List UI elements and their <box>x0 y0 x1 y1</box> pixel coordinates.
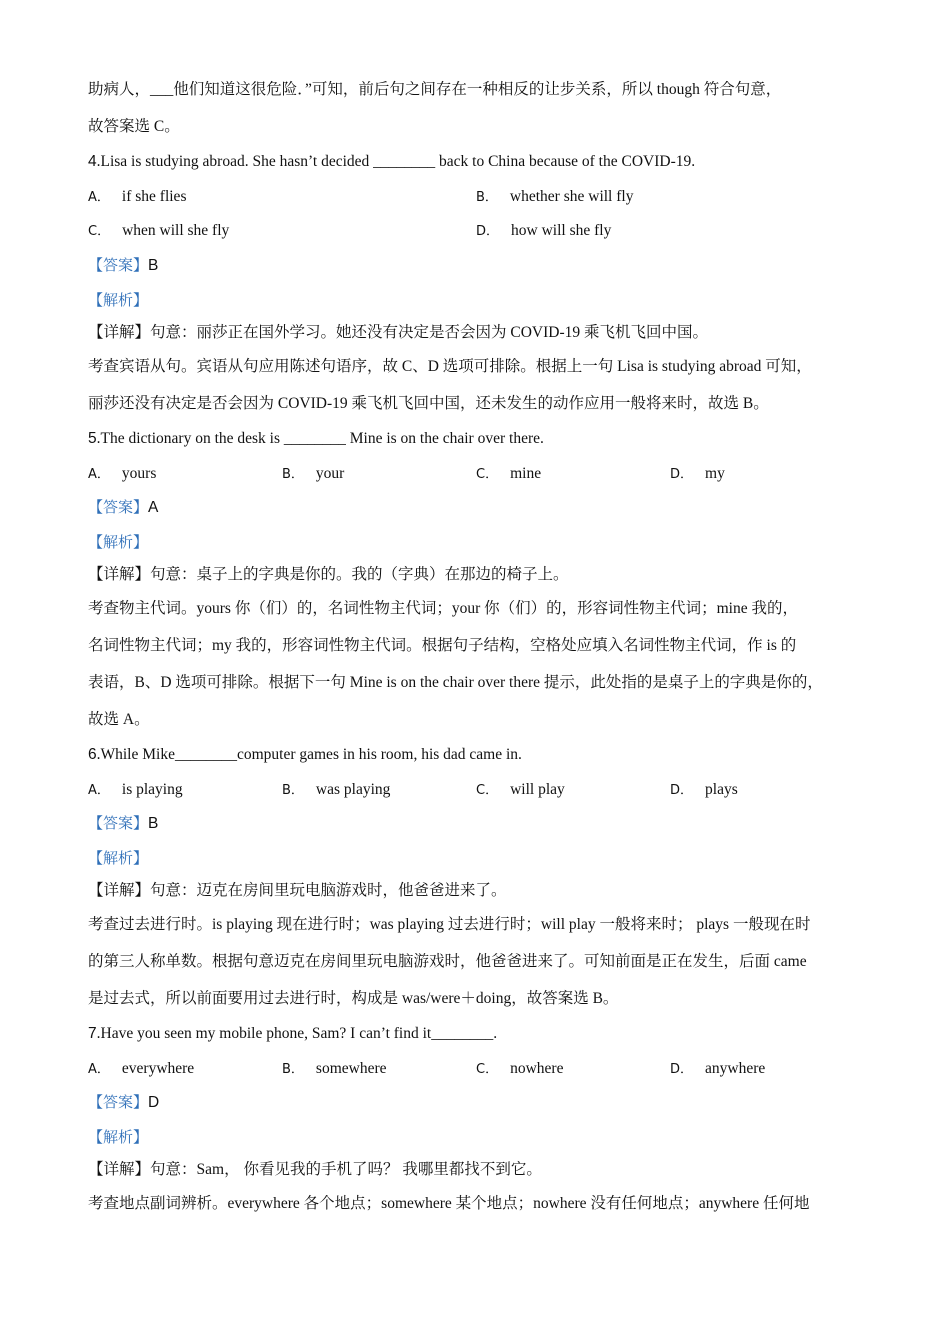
detail-line <box>88 1160 542 1180</box>
detail-label: 【详解】 <box>88 882 151 899</box>
option-text: anywhere <box>705 1060 766 1077</box>
answer-label: 【答案】 <box>88 498 149 516</box>
option-letter: A． <box>88 467 110 482</box>
option-c <box>88 221 229 242</box>
option-d <box>670 464 725 485</box>
option-text: plays <box>705 781 738 798</box>
option-text: when will she fly <box>122 222 230 239</box>
explanation-line: 故选 A。 <box>88 711 150 728</box>
analysis-label-line <box>88 848 148 869</box>
option-letter: B． <box>282 783 304 798</box>
detail-label: 【详解】 <box>88 324 151 341</box>
option-text: mine <box>510 465 542 482</box>
option-d <box>670 1059 765 1080</box>
answer-label: 【答案】 <box>88 1093 149 1111</box>
option-letter: D． <box>670 1062 694 1077</box>
option-d <box>670 780 738 801</box>
explanation-line: 考查过去进行时。is playing 现在进行时；was playing 过去进行时；will play 一般将来时； plays 一般现在时 <box>88 916 811 933</box>
answer-line <box>88 497 158 518</box>
question-number: 4 <box>88 153 97 170</box>
option-text: how will she fly <box>511 222 612 239</box>
question-5 <box>88 429 544 449</box>
option-letter: D． <box>476 224 500 239</box>
option-b <box>282 464 344 485</box>
option-text: yours <box>121 465 157 482</box>
option-c <box>476 780 565 801</box>
explanation-line: 是过去式，所以前面要用过去进行时，构成是 was/were＋doing，故答案选 B。 <box>88 990 619 1007</box>
question-text: .While Mike________computer games in his room, his dad came in. <box>96 746 522 763</box>
detail-line <box>88 323 708 343</box>
detail-label: 【详解】 <box>88 566 151 583</box>
question-text: .Have you seen my mobile phone, Sam? I can’t find it________. <box>96 1025 498 1042</box>
explanation-line: 名词性物主代词；my 我的，形容词性物主代词。根据句子结构，空格处应填入名词性物主代词，作 is 的 <box>88 637 797 654</box>
answer-value: D <box>148 1094 160 1111</box>
explanation-line: 表语，B、D 选项可排除。根据下一句 Mine is on the chair over there 提示，此处指的是桌子上的字典是你的， <box>88 674 823 691</box>
detail-text: 句意：桌子上的字典是你的。我的（字典）在那边的椅子上。 <box>150 566 569 583</box>
question-4 <box>88 152 695 172</box>
option-text: everywhere <box>121 1060 195 1077</box>
question-6 <box>88 745 522 765</box>
option-letter: B． <box>476 190 498 205</box>
detail-line <box>88 881 507 901</box>
analysis-label-line <box>88 290 148 311</box>
analysis-label-line <box>88 1127 148 1148</box>
question-text: .The dictionary on the desk is ________ Mine is on the chair over there. <box>96 430 544 447</box>
detail-line <box>88 565 569 585</box>
option-d <box>476 221 611 242</box>
option-letter: D． <box>670 783 694 798</box>
option-letter: C． <box>476 1062 499 1077</box>
explanation-line: 考查宾语从句。宾语从句应用陈述句语序，故 C、D 选项可排除。根据上一句 Lisa is studying abroad 可知， <box>88 358 812 375</box>
analysis-label: 【解析】 <box>88 1128 149 1146</box>
option-a <box>88 187 186 208</box>
answer-line <box>88 255 158 276</box>
option-b <box>282 780 390 801</box>
option-b <box>282 1059 387 1080</box>
option-text: somewhere <box>315 1060 387 1077</box>
question-number: 5 <box>88 430 97 447</box>
analysis-label: 【解析】 <box>88 291 149 309</box>
explanation-line: 考查物主代词。yours 你（们）的，名词性物主代词；your 你（们）的，形容词性物主代词；mine 我的， <box>88 600 798 617</box>
option-text: is playing <box>121 781 183 798</box>
option-text: my <box>705 465 725 482</box>
answer-line <box>88 1092 159 1113</box>
question-number: 6 <box>88 746 97 763</box>
detail-label: 【详解】 <box>88 1161 151 1178</box>
option-letter: A． <box>88 783 110 798</box>
option-text: whether she will fly <box>509 188 634 205</box>
answer-label: 【答案】 <box>88 814 149 832</box>
option-letter: C． <box>88 224 111 239</box>
option-letter: B． <box>282 1062 304 1077</box>
option-c <box>476 464 541 485</box>
answer-value: A <box>148 499 159 516</box>
analysis-label-line <box>88 532 148 553</box>
detail-text: 句意：Sam， 你看见我的手机了吗？ 我哪里都找不到它。 <box>150 1161 542 1178</box>
explanation-line: 助病人，___他们知道这很危险．”可知，前后句之间存在一种相反的让步关系，所以 though 符合句意， <box>88 81 782 98</box>
option-text: was playing <box>315 781 391 798</box>
analysis-label: 【解析】 <box>88 849 149 867</box>
detail-text: 句意：丽莎正在国外学习。她还没有决定是否会因为 COVID-19 乘飞机飞回中国。 <box>150 324 709 341</box>
explanation-line: 的第三人称单数。根据句意迈克在房间里玩电脑游戏时，他爸爸进来了。可知前面是正在发生，后面 came <box>88 953 807 970</box>
option-a <box>88 780 183 801</box>
answer-value: B <box>148 815 159 832</box>
option-letter: C． <box>476 783 499 798</box>
question-number: 7 <box>88 1025 97 1042</box>
option-letter: B． <box>282 467 304 482</box>
option-letter: D． <box>670 467 694 482</box>
option-text: nowhere <box>510 1060 564 1077</box>
option-a <box>88 1059 194 1080</box>
answer-label: 【答案】 <box>88 256 149 274</box>
detail-text: 句意：迈克在房间里玩电脑游戏时，他爸爸进来了。 <box>150 882 507 899</box>
answer-line <box>88 813 158 834</box>
explanation-line: 丽莎还没有决定是否会因为 COVID-19 乘飞机飞回中国，还未发生的动作应用一般将来时，故选 B。 <box>88 395 769 412</box>
answer-value: B <box>148 257 159 274</box>
option-c <box>476 1059 563 1080</box>
option-a <box>88 464 156 485</box>
option-text: your <box>315 465 345 482</box>
option-b <box>476 187 633 208</box>
question-text: .Lisa is studying abroad. She hasn’t decided ________ back to China because of the COVID-19. <box>96 153 696 170</box>
explanation-line: 考查地点副词辨析。everywhere 各个地点；somewhere 某个地点；nowhere 没有任何地点；anywhere 任何地 <box>88 1195 810 1212</box>
analysis-label: 【解析】 <box>88 533 149 551</box>
option-text: if she flies <box>121 188 187 205</box>
explanation-line: 故答案选 C。 <box>88 118 180 135</box>
option-letter: C． <box>476 467 499 482</box>
question-7 <box>88 1024 497 1044</box>
option-letter: A． <box>88 190 110 205</box>
option-text: will play <box>510 781 565 798</box>
option-letter: A． <box>88 1062 110 1077</box>
